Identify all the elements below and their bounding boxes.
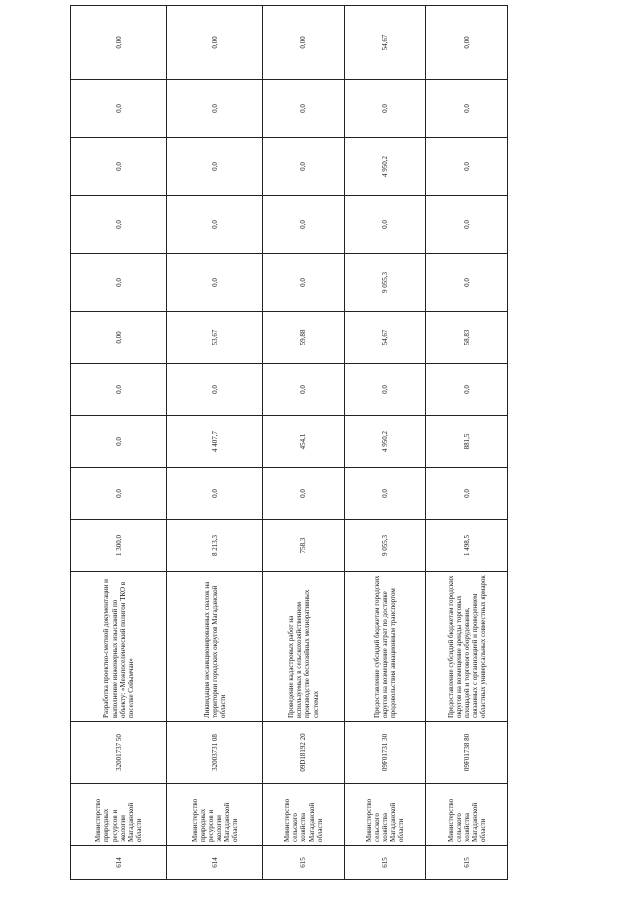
cell-v4: 0,0 (344, 364, 426, 416)
cell-v6: 0,0 (426, 254, 508, 312)
cell-ministry: Министерство сельского хозяйства Магаданской области (344, 784, 426, 846)
cell-v3: 4 407,7 (167, 416, 263, 468)
cell-v5: 54,67 (344, 312, 426, 364)
table-row (71, 6, 167, 880)
cell-v5: 0,00 (71, 312, 167, 364)
cell-code: 09F01738 80 (426, 722, 508, 784)
cell-v3: 881,5 (426, 416, 508, 468)
rotated-page (70, 34, 508, 880)
cell-v9: 0,0 (344, 80, 426, 138)
cell-v2: 0,0 (71, 468, 167, 520)
cell-ministry: Министерство сельского хозяйства Магаданской области (426, 784, 508, 846)
cell-v8: 0,0 (71, 138, 167, 196)
cell-v5: 58,83 (426, 312, 508, 364)
cell-v6: 0,0 (71, 254, 167, 312)
cell-v8: 4 950,2 (344, 138, 426, 196)
cell-v3: 4 950,2 (344, 416, 426, 468)
cell-code: 09D18192 20 (263, 722, 345, 784)
cell-v7: 0,0 (344, 196, 426, 254)
cell-v8: 0,0 (426, 138, 508, 196)
cell-v1: 8 213,3 (167, 520, 263, 572)
cell-v1: 1 300,0 (71, 520, 167, 572)
cell-desc: Разработка проектно-сметной документации и выполнение инженерных изысканий по объекту: «Межпоселенческий полигон ТКО в поселке Сейымчан» (71, 572, 167, 722)
cell-v2: 0,0 (426, 468, 508, 520)
table-row (344, 6, 426, 880)
cell-desc: Предоставление субсидий бюджетам городских округов на возмещение затрат по доставке продовольствия авиационным транспортом (344, 572, 426, 722)
budget-table (70, 5, 508, 880)
cell-ministry: Министерство природных ресурсов и экологии Магаданской области (167, 784, 263, 846)
cell-ministry: Министерство природных ресурсов и экологии Магаданской области (71, 784, 167, 846)
cell-code: 32001737 50 (71, 722, 167, 784)
table-row (426, 6, 508, 880)
cell-v6: 0,0 (263, 254, 345, 312)
cell-v7: 0,0 (426, 196, 508, 254)
table-row (167, 6, 263, 880)
cell-v9: 0,0 (263, 80, 345, 138)
cell-desc: Проведение кадастровых работ на используемых в сельскохозяйственном производстве бесхозяйных мелиоративных системах (263, 572, 345, 722)
table-row (263, 6, 345, 880)
cell-v10: 0,00 (167, 6, 263, 80)
cell-v9: 0,0 (426, 80, 508, 138)
cell-ministry: Министерство сельского хозяйства Магаданской области (263, 784, 345, 846)
rotated-content (70, 34, 508, 880)
cell-v7: 0,0 (71, 196, 167, 254)
cell-num: 615 (426, 846, 508, 880)
cell-v4: 0,0 (71, 364, 167, 416)
cell-v7: 0,0 (263, 196, 345, 254)
cell-v7: 0,0 (167, 196, 263, 254)
cell-num: 614 (167, 846, 263, 880)
cell-desc: Ликвидация несанкционированных свалок на территории городских округов Магаданской области (167, 572, 263, 722)
cell-v3: 454,1 (263, 416, 345, 468)
cell-v2: 0,0 (344, 468, 426, 520)
cell-num: 615 (344, 846, 426, 880)
cell-v4: 0,0 (167, 364, 263, 416)
cell-v10: 54,67 (344, 6, 426, 80)
cell-v6: 9 055,3 (344, 254, 426, 312)
cell-v2: 0,0 (167, 468, 263, 520)
cell-num: 614 (71, 846, 167, 880)
cell-v9: 0,0 (167, 80, 263, 138)
cell-v1: 9 055,3 (344, 520, 426, 572)
cell-code: 09F01731 30 (344, 722, 426, 784)
cell-v10: 0,00 (71, 6, 167, 80)
cell-num: 615 (263, 846, 345, 880)
cell-v2: 0,0 (263, 468, 345, 520)
cell-v10: 0,00 (263, 6, 345, 80)
cell-v9: 0,0 (71, 80, 167, 138)
cell-v4: 0,0 (263, 364, 345, 416)
cell-v5: 53,67 (167, 312, 263, 364)
cell-v4: 0,0 (426, 364, 508, 416)
cell-desc: Предоставление субсидий бюджетам городских округов на возмещение аренды торговых площадей и торгового оборудования, связанных с организацией и проведением областных универсальных совместных ярмарок (426, 572, 508, 722)
cell-v1: 1 498,5 (426, 520, 508, 572)
cell-v6: 0,0 (167, 254, 263, 312)
cell-code: 32003731 08 (167, 722, 263, 784)
cell-v10: 0,00 (426, 6, 508, 80)
cell-v1: 758,3 (263, 520, 345, 572)
cell-v5: 59,88 (263, 312, 345, 364)
cell-v8: 0,0 (167, 138, 263, 196)
cell-v3: 0,0 (71, 416, 167, 468)
cell-v8: 0,0 (263, 138, 345, 196)
